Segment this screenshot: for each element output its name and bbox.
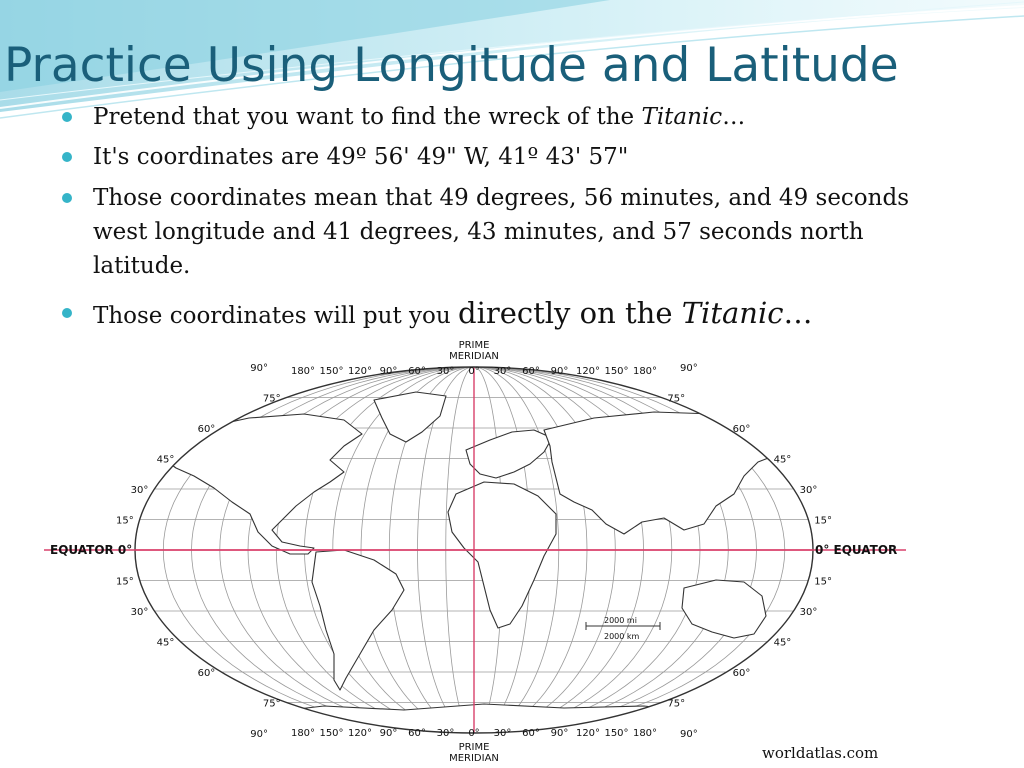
- longitude-label: 180°: [290, 366, 316, 377]
- equator-label-right: 0° EQUATOR: [815, 543, 898, 557]
- longitude-label: 60°: [522, 366, 540, 377]
- latitude-label: 30°: [130, 607, 149, 618]
- longitude-label: 30°: [493, 728, 512, 739]
- longitude-label: 90°: [379, 366, 398, 377]
- longitude-label: 60°: [522, 728, 540, 739]
- longitude-label: 0°: [468, 366, 480, 377]
- latitude-label: 15°: [116, 515, 134, 527]
- prime-meridian-label-top: MERIDIAN: [449, 351, 499, 362]
- bullet-text: Those coordinates will put you: [93, 303, 458, 329]
- latitude-label: 60°: [732, 424, 751, 435]
- bullet-emphasis-text: directly on the: [458, 296, 682, 330]
- latitude-label: 90°: [680, 363, 698, 374]
- bullet-dot-icon: [62, 112, 72, 122]
- graticule: [44, 334, 906, 768]
- bullet-italic-text: Titanic: [641, 104, 723, 130]
- longitude-labels-bottom: [291, 728, 657, 739]
- south-america-shape: [312, 550, 404, 690]
- longitude-label: 150°: [319, 366, 344, 377]
- latitude-label: 90°: [680, 729, 698, 740]
- continents: [154, 392, 800, 734]
- longitude-label: 30°: [493, 366, 512, 377]
- bullet-italic-text: Titanic: [681, 296, 784, 330]
- europe-shape: [466, 430, 552, 478]
- world-map: [44, 334, 906, 768]
- equator-label-left: EQUATOR 0°: [50, 543, 133, 557]
- latitude-label: 60°: [732, 668, 751, 679]
- latitude-label: 75°: [667, 393, 686, 405]
- longitude-label: 90°: [550, 366, 569, 377]
- bullet-dot-icon: [62, 152, 72, 162]
- latitude-label: 90°: [250, 363, 268, 374]
- map-scale-bar: [586, 616, 660, 641]
- bullet-text: Those coordinates mean that 49 degrees, 56 minutes, and 49 seconds west longitude and 41 degrees, 43 minutes, and 57 seconds north latitude.: [93, 185, 909, 279]
- latitude-label: 45°: [773, 637, 792, 649]
- longitude-label: 180°: [290, 728, 316, 739]
- latitude-label: 15°: [814, 515, 832, 527]
- longitude-label: 30°: [436, 728, 455, 739]
- longitude-label: 90°: [379, 728, 398, 739]
- longitude-label: 60°: [408, 728, 426, 739]
- longitude-label: 150°: [604, 366, 629, 377]
- latitude-label: 45°: [156, 637, 175, 649]
- bullet-suffix: …: [722, 104, 746, 130]
- longitude-label: 90°: [550, 728, 569, 739]
- bullet-item: [60, 100, 940, 134]
- bullet-item: [60, 140, 940, 174]
- latitude-label: 45°: [156, 454, 175, 466]
- greenland-shape: [374, 392, 446, 442]
- latitude-label: 30°: [130, 485, 149, 496]
- bullet-item: [60, 296, 940, 333]
- longitude-label: 120°: [575, 728, 601, 739]
- bullet-text: It's coordinates are 49º 56' 49" W, 41º 43' 57": [93, 144, 629, 170]
- longitude-label: 120°: [347, 366, 373, 377]
- latitude-label: 15°: [814, 576, 832, 588]
- latitude-label: 30°: [799, 485, 818, 496]
- longitude-label: 180°: [632, 366, 658, 377]
- prime-meridian-label-top: PRIME: [458, 340, 490, 351]
- north-america-shape: [154, 414, 362, 554]
- longitude-labels-top: [291, 366, 657, 377]
- source-credit: worldatlas.com: [762, 744, 879, 762]
- latitude-label: 60°: [197, 668, 216, 679]
- scale-mi-label: 2000 mi: [604, 616, 637, 625]
- latitude-label: 75°: [667, 698, 686, 710]
- latitude-label: 90°: [250, 729, 268, 740]
- bullet-suffix: …: [783, 296, 813, 330]
- australia-shape: [682, 580, 766, 638]
- africa-shape: [448, 482, 556, 628]
- longitude-label: 0°: [468, 728, 480, 739]
- bullet-item: [60, 181, 940, 283]
- bullet-dot-icon: [62, 308, 72, 318]
- bullet-text: Pretend that you want to find the wreck of the: [93, 104, 642, 130]
- longitude-label: 150°: [319, 728, 344, 739]
- prime-meridian-label-bottom: PRIME: [458, 742, 490, 753]
- longitude-label: 150°: [604, 728, 629, 739]
- scale-km-label: 2000 km: [604, 632, 640, 641]
- longitude-label: 180°: [632, 728, 658, 739]
- latitude-label: 75°: [262, 698, 281, 710]
- latitude-label: 45°: [773, 454, 792, 466]
- asia-shape: [544, 412, 800, 534]
- world-map-svg: [44, 334, 906, 768]
- latitude-label: 30°: [799, 607, 818, 618]
- latitude-label: 15°: [116, 576, 134, 588]
- longitude-label: 60°: [408, 366, 426, 377]
- latitude-label: 60°: [197, 424, 216, 435]
- prime-meridian-label-bottom: MERIDIAN: [449, 753, 499, 764]
- longitude-label: 120°: [347, 728, 373, 739]
- slide-title: Practice Using Longitude and Latitude: [4, 38, 899, 93]
- bullet-dot-icon: [62, 193, 72, 203]
- longitude-label: 30°: [436, 366, 455, 377]
- latitude-label: 75°: [262, 393, 281, 405]
- longitude-label: 120°: [575, 366, 601, 377]
